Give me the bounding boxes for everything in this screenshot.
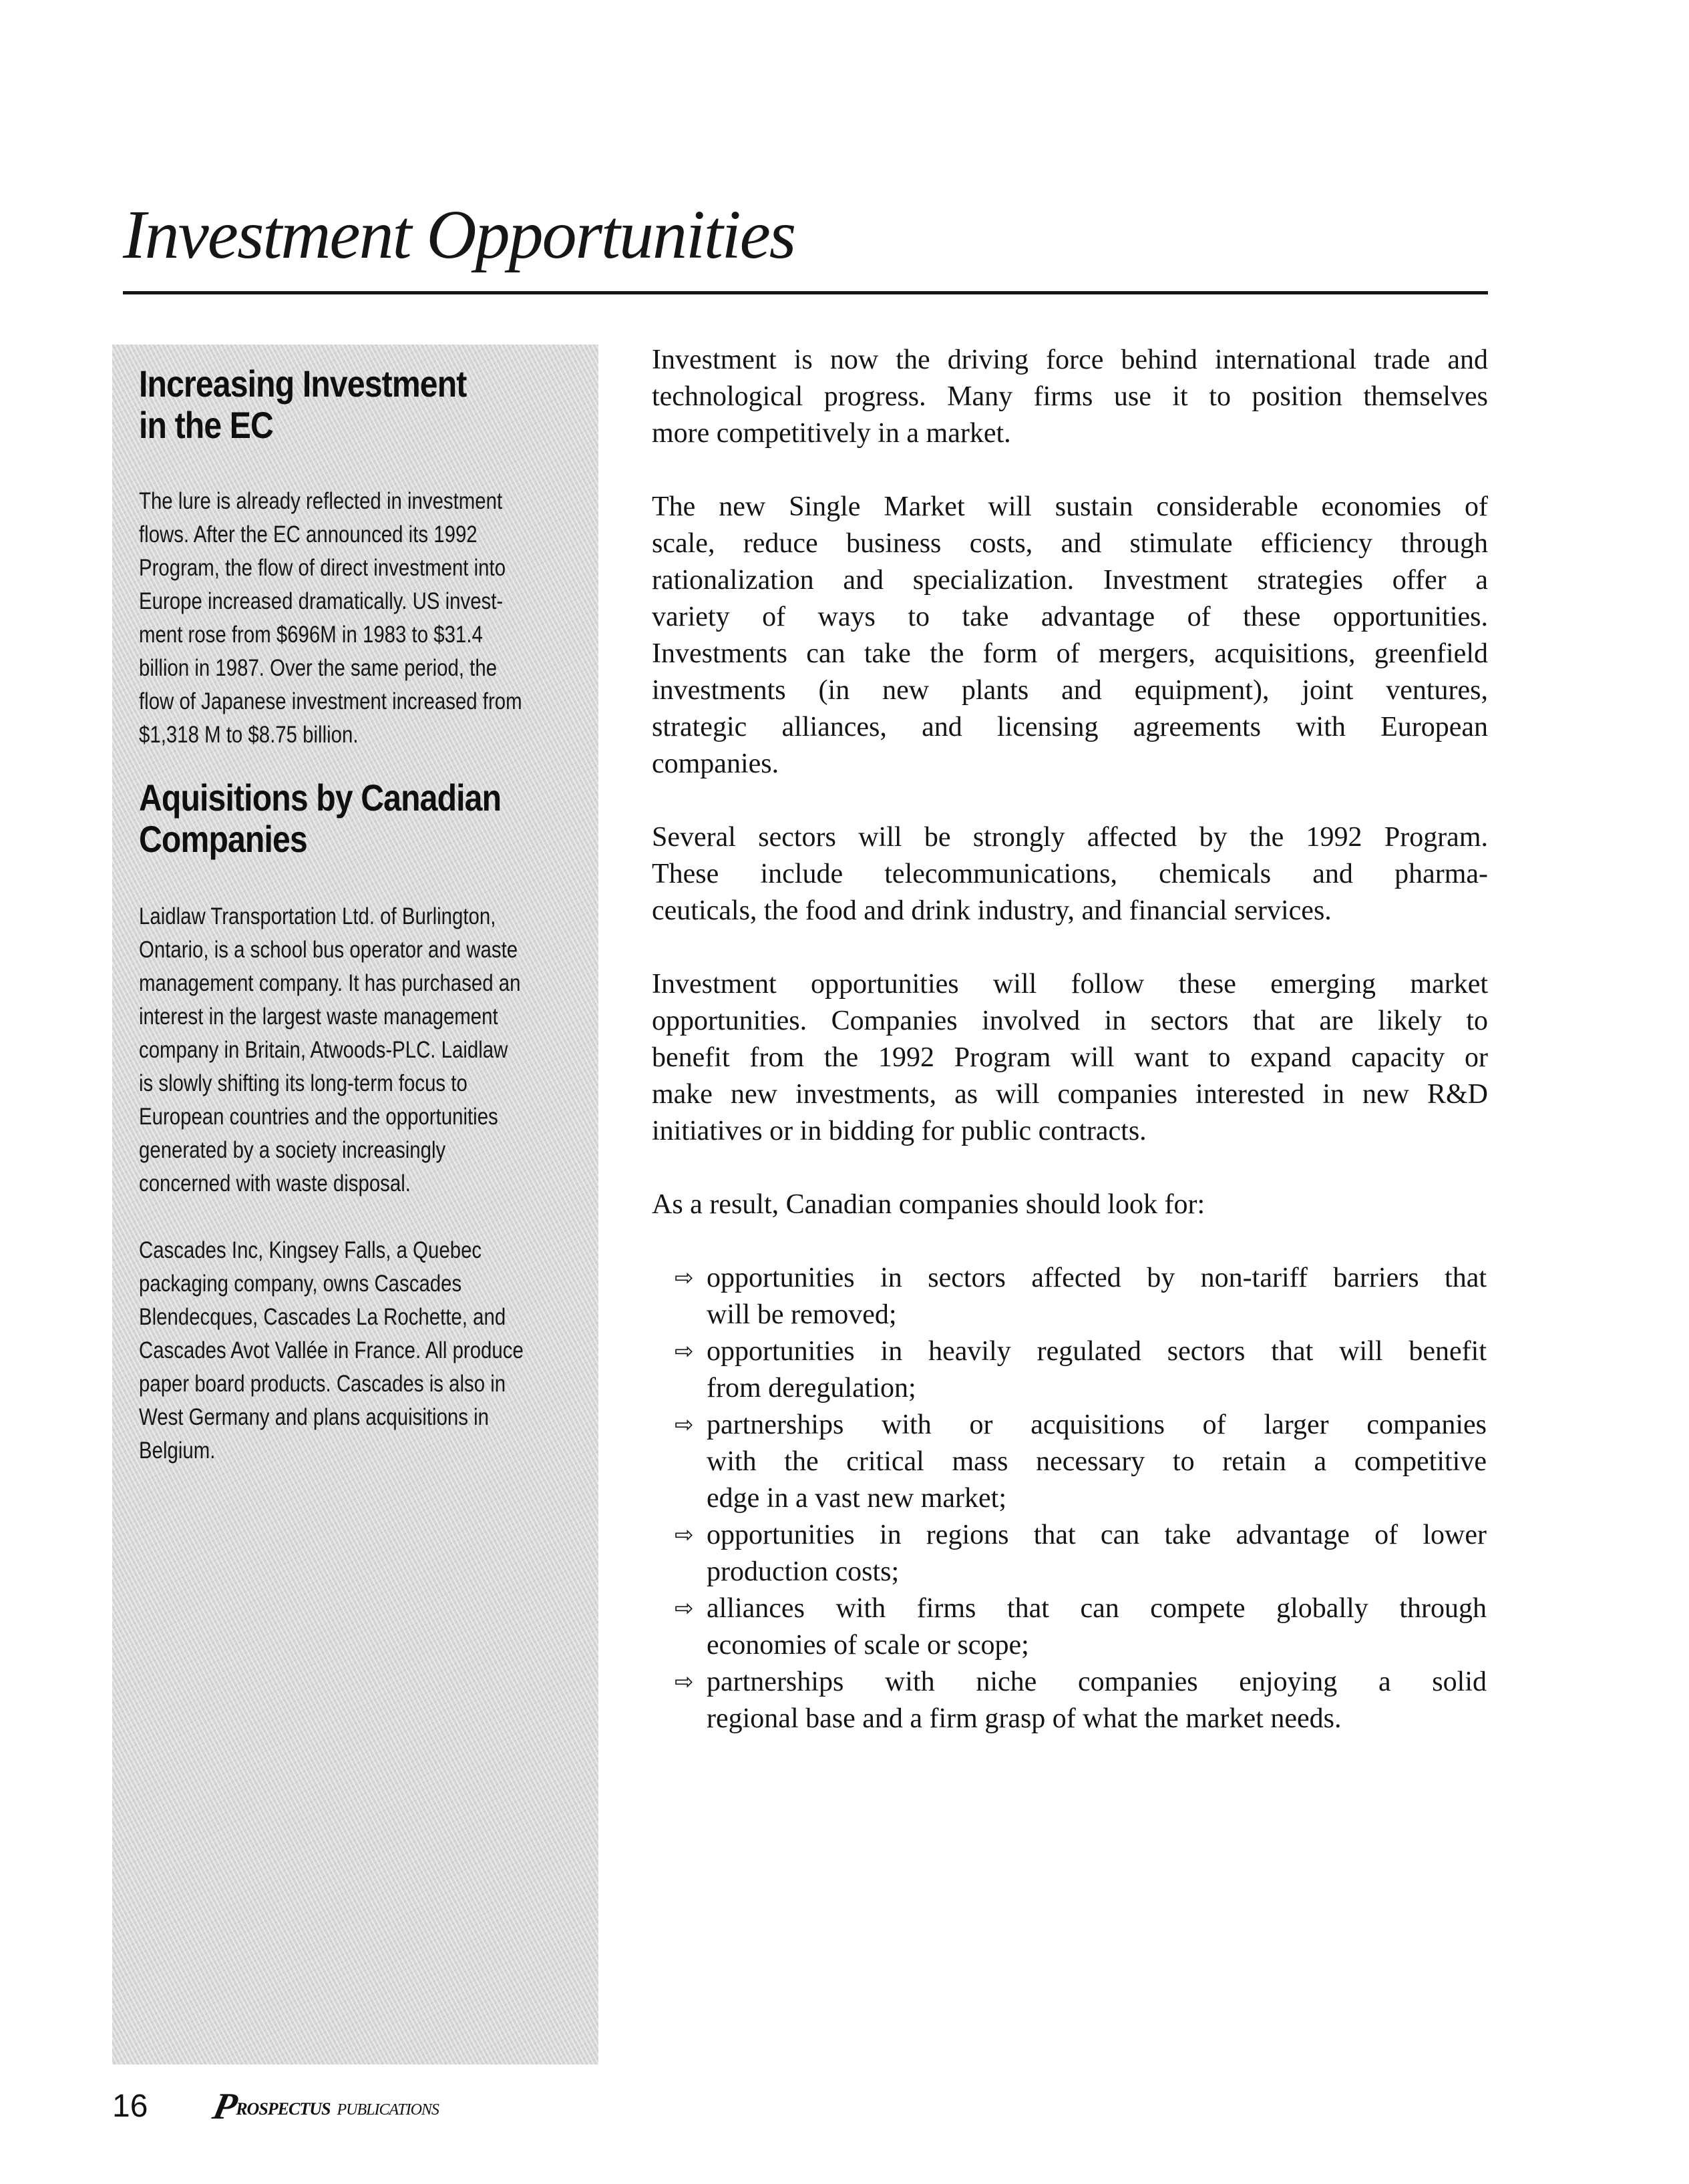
text-line: These include telecommunications, chemicals and pharma- (652, 859, 1488, 889)
text-line: opportunities in heavily regulated sectors that will benefit (707, 1336, 1487, 1367)
paragraph-look-for (652, 1186, 1488, 1223)
sidebar-text-laidlaw (139, 900, 584, 1200)
text-line: investments (in new plants and equipment), joint ventures, (652, 675, 1488, 706)
text-line: Laidlaw Transportation Ltd. of Burlington, (139, 903, 496, 929)
sidebar-text-investment (139, 485, 584, 752)
page-number: 16 (112, 2089, 148, 2124)
right-arrow-icon: ⇨ (675, 1522, 694, 1548)
text-line: Blendecques, Cascades La Rochette, and (139, 1304, 506, 1330)
text-line: Investment is now the driving force behind international trade and (652, 345, 1488, 375)
text-line: make new investments, as will companies interested in new R&D (652, 1079, 1488, 1110)
heading-line: Increasing Investment (139, 363, 467, 405)
text-line: economies of scale or scope; (707, 1630, 1029, 1661)
page-title: Investment Opportunities (123, 196, 795, 273)
text-line: interest in the largest waste management (139, 1004, 498, 1030)
list-item (652, 1407, 1487, 1517)
list-item (652, 1664, 1487, 1737)
sidebar-heading-investment (139, 363, 582, 446)
text-line: European countries and the opportunities (139, 1104, 498, 1130)
heading-line: Aquisitions by Canadian (139, 777, 502, 819)
text-line: As a result, Canadian companies should look for: (652, 1189, 1205, 1220)
text-line: variety of ways to take advantage of these opportunities. (652, 602, 1488, 632)
text-line: initiatives or in bidding for public contracts. (652, 1116, 1147, 1146)
text-line: Investment opportunities will follow these emerging market (652, 969, 1488, 1000)
text-line: with the critical mass necessary to retain a competitive (707, 1446, 1487, 1477)
publisher-imprint: PUBLICATIONS (337, 2101, 439, 2119)
text-line: more competitively in a market. (652, 418, 1011, 449)
text-line: opportunities in sectors affected by non-tariff barriers that (707, 1263, 1487, 1293)
list-item (652, 1517, 1487, 1590)
text-line: ment rose from $696M in 1983 to $31.4 (139, 622, 483, 648)
list-item (652, 1590, 1487, 1664)
text-line: Belgium. (139, 1438, 216, 1464)
text-line: generated by a society increasingly (139, 1137, 446, 1163)
text-line: paper board products. Cascades is also in (139, 1371, 506, 1397)
text-line: Investments can take the form of mergers, acquisitions, greenfield (652, 638, 1488, 669)
text-line: management company. It has purchased an (139, 970, 521, 996)
sidebar-panel (112, 345, 598, 2064)
paragraph-single-market (652, 489, 1488, 783)
right-arrow-icon: ⇨ (675, 1411, 694, 1438)
right-arrow-icon: ⇨ (675, 1595, 694, 1622)
paragraph-intro (652, 342, 1488, 452)
text-line: Europe increased dramatically. US invest- (139, 588, 504, 614)
text-line: billion in 1987. Over the same period, the (139, 655, 498, 681)
text-line: opportunities in regions that can take advantage of lower (707, 1520, 1487, 1550)
text-line: production costs; (707, 1556, 900, 1587)
text-line: regional base and a firm grasp of what the market needs. (707, 1703, 1342, 1734)
text-line: Program, the flow of direct investment into (139, 555, 506, 581)
logo-wordmark: ROSPECTUS (236, 2099, 331, 2119)
text-line: is slowly shifting its long-term focus to (139, 1070, 467, 1096)
text-line: Cascades Inc, Kingsey Falls, a Quebec (139, 1237, 482, 1263)
main-column (652, 342, 1488, 1737)
right-arrow-icon: ⇨ (675, 1338, 694, 1365)
paragraph-opportunities (652, 966, 1488, 1150)
title-rule (123, 291, 1488, 294)
heading-line: Companies (139, 818, 307, 860)
text-line: Ontario, is a school bus operator and waste (139, 937, 518, 963)
text-line: will be removed; (707, 1299, 897, 1330)
logo-initial: P (209, 2086, 240, 2127)
text-line: rationalization and specialization. Investment strategies offer a (652, 565, 1488, 596)
text-line: flow of Japanese investment increased from (139, 688, 522, 714)
text-line: partnerships with niche companies enjoying a solid (707, 1667, 1487, 1697)
text-line: $1,318 M to $8.75 billion. (139, 722, 359, 748)
text-line: packaging company, owns Cascades (139, 1271, 462, 1297)
text-line: from deregulation; (707, 1373, 916, 1403)
text-line: scale, reduce business costs, and stimulate efficiency through (652, 528, 1488, 559)
recommendation-list (652, 1260, 1488, 1737)
text-line: concerned with waste disposal. (139, 1170, 411, 1196)
text-line: companies. (652, 748, 779, 779)
text-line: edge in a vast new market; (707, 1483, 1006, 1514)
text-line: flows. After the EC announced its 1992 (139, 521, 478, 548)
list-item (652, 1260, 1487, 1333)
text-line: strategic alliances, and licensing agreements with European (652, 712, 1488, 742)
text-line: Cascades Avot Vallée in France. All produce (139, 1337, 524, 1363)
text-line: West Germany and plans acquisitions in (139, 1404, 490, 1430)
sidebar-text-cascades (139, 1234, 584, 1468)
text-line: The new Single Market will sustain considerable economies of (652, 491, 1488, 522)
text-line: ceuticals, the food and drink industry, and financial services. (652, 895, 1332, 926)
list-item (652, 1333, 1487, 1407)
paragraph-sectors (652, 819, 1488, 929)
text-line: company in Britain, Atwoods-PLC. Laidlaw (139, 1037, 508, 1063)
text-line: opportunities. Companies involved in sectors that are likely to (652, 1006, 1488, 1036)
sidebar-heading-acquisitions (139, 777, 582, 860)
right-arrow-icon: ⇨ (675, 1265, 694, 1291)
text-line: The lure is already reflected in investment (139, 488, 503, 514)
text-line: technological progress. Many firms use it to position themselves (652, 381, 1488, 412)
text-line: alliances with firms that can compete globally through (707, 1593, 1487, 1624)
text-line: benefit from the 1992 Program will want to expand capacity or (652, 1042, 1488, 1073)
page-footer (112, 2083, 646, 2130)
publisher-logo (209, 2083, 439, 2133)
heading-line: in the EC (139, 404, 273, 446)
right-arrow-icon: ⇨ (675, 1669, 694, 1695)
text-line: Several sectors will be strongly affected by the 1992 Program. (652, 822, 1488, 853)
text-line: partnerships with or acquisitions of larger companies (707, 1409, 1487, 1440)
